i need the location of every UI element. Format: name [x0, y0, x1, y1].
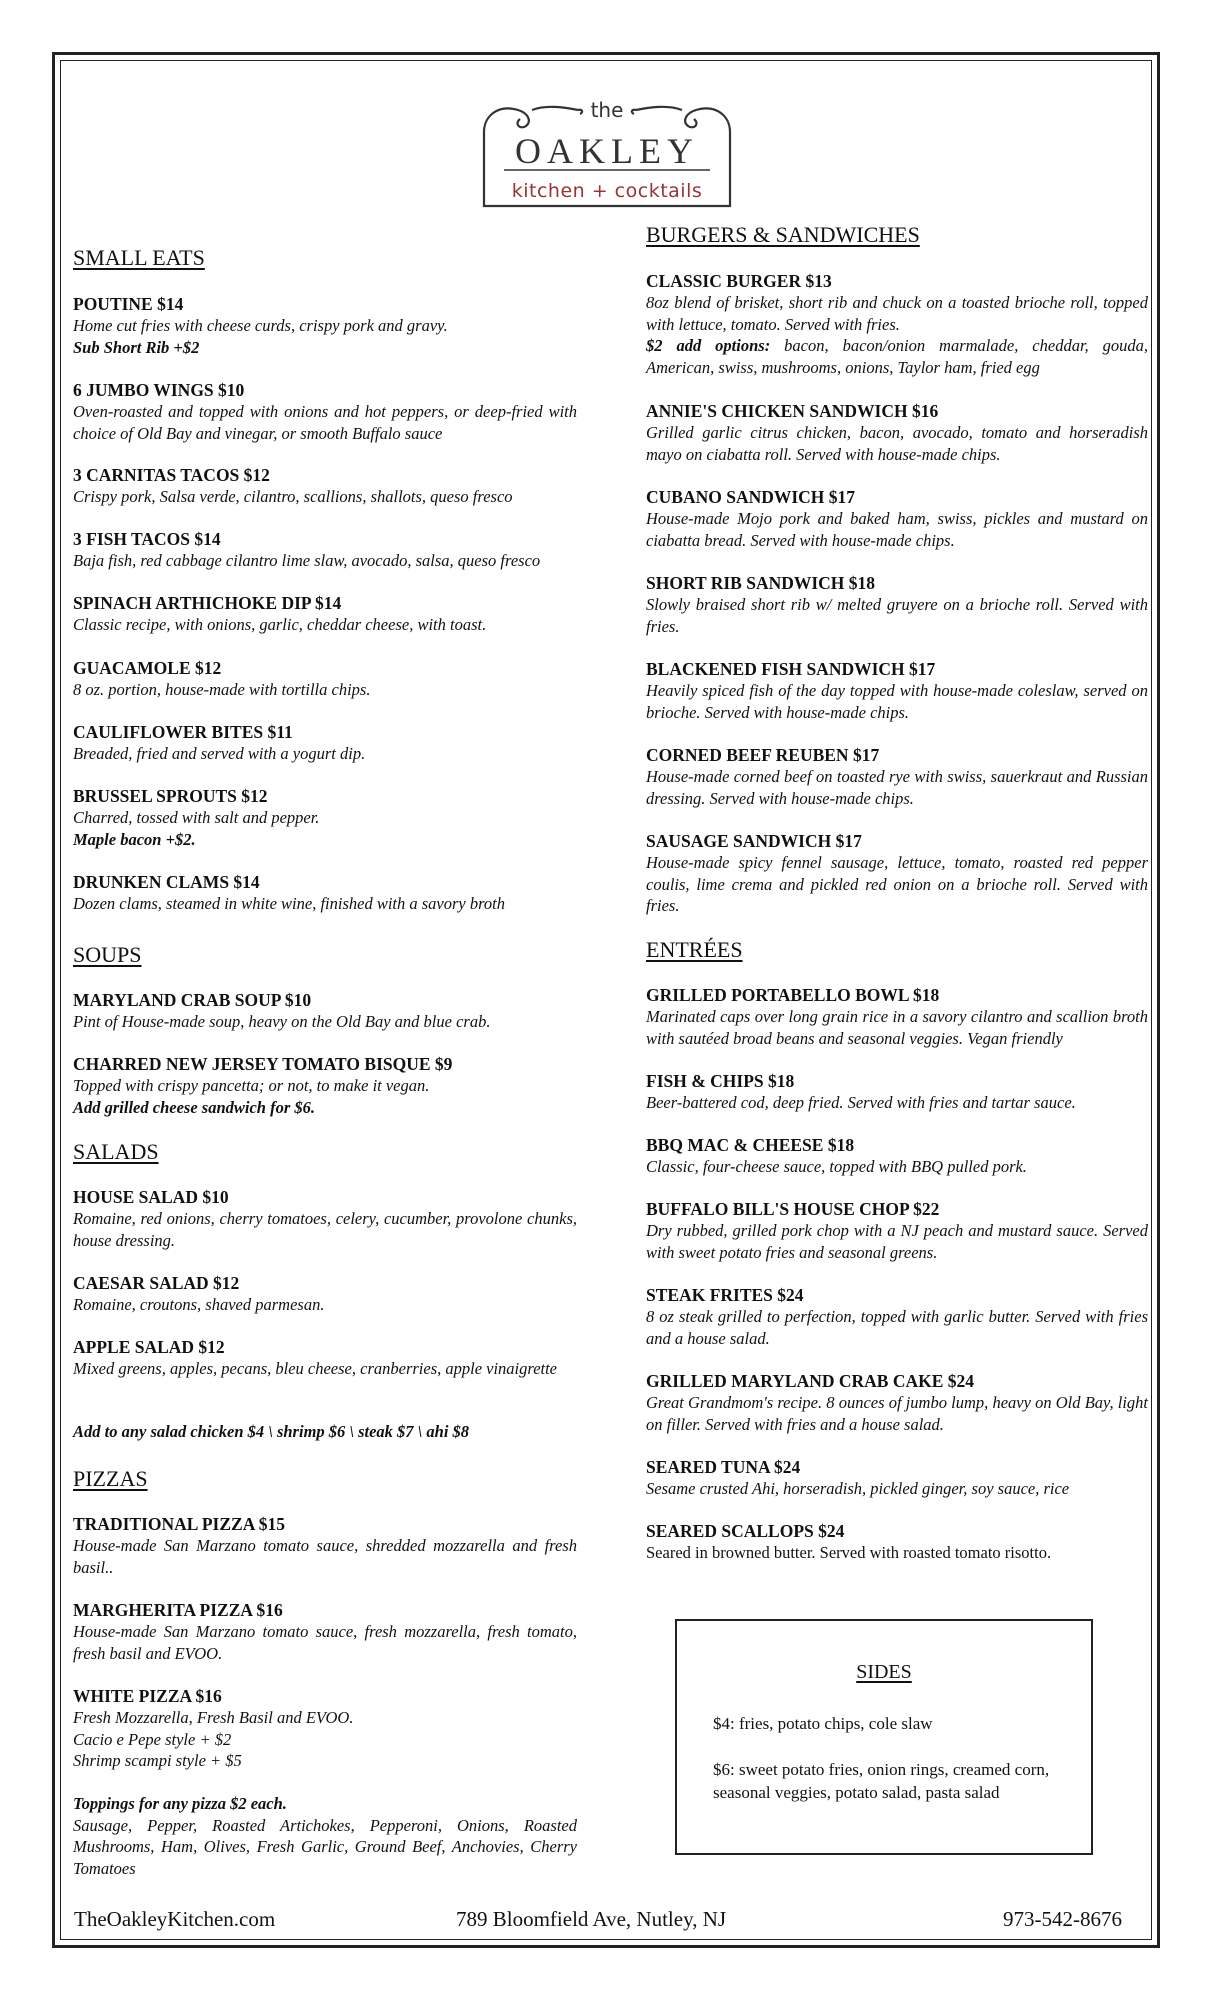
toppings-list: Sausage, Pepper, Roasted Artichokes, Pepperoni, Onions, Roasted Mushrooms, Ham, Olives, Fresh Garlic, Ground Beef, Anchovies, Cherry Tomatoes — [73, 1815, 577, 1878]
item-description: Pint of House-made soup, heavy on the Old Bay and blue crab. — [73, 1012, 491, 1031]
menu-item — [646, 1370, 1148, 1435]
item-description: Crispy pork, Salsa verde, cilantro, scallions, shallots, queso fresco — [73, 487, 513, 506]
options-list: bacon, bacon/onion marmalade, cheddar, gouda, American, swiss, mushrooms, onions, Taylor ham, fried egg — [646, 336, 1149, 377]
item-name: SEARED SCALLOPS $24 — [646, 1521, 845, 1541]
item-name: CORNED BEEF REUBEN $17 — [646, 745, 880, 765]
menu-item — [73, 1685, 577, 1772]
item-name: 3 FISH TACOS $14 — [73, 529, 221, 549]
menu-item — [73, 989, 577, 1033]
item-description: House-made San Marzano tomato sauce, shredded mozzarella and fresh basil.. — [73, 1536, 577, 1577]
menu-item — [73, 657, 577, 701]
item-name: SEARED TUNA $24 — [646, 1457, 801, 1477]
sides-line-4: $4: fries, potato chips, cole slaw — [713, 1714, 933, 1733]
item-description: House-made San Marzano tomato sauce, fresh mozzarella, fresh tomato, fresh basil and EVOO. — [73, 1622, 577, 1663]
toppings-title: Toppings for any pizza $2 each. — [73, 1794, 287, 1813]
footer-website: TheOakleyKitchen.com — [74, 1907, 276, 1931]
item-name: GUACAMOLE $12 — [73, 658, 222, 678]
menu-item — [646, 1284, 1148, 1349]
menu-item — [73, 528, 577, 572]
section-title-small-eats: SMALL EATS — [73, 245, 205, 270]
item-name: ANNIE'S CHICKEN SANDWICH $16 — [646, 401, 939, 421]
menu-item — [646, 400, 1148, 465]
menu-item — [646, 486, 1148, 551]
menu-item — [73, 293, 577, 358]
item-description: House-made Mojo pork and baked ham, swiss, pickles and mustard on ciabatta bread. Served with house-made chips. — [646, 509, 1148, 550]
item-description: Romaine, red onions, cherry tomatoes, celery, cucumber, provolone chunks, house dressing. — [73, 1209, 577, 1250]
menu-item — [73, 871, 577, 915]
sides-title: SIDES — [856, 1661, 912, 1683]
salad-addon-note: Add to any salad chicken $4 \ shrimp $6 \ steak $7 \ ahi $8 — [73, 1422, 470, 1441]
item-description: Heavily spiced fish of the day topped with house-made coleslaw, served on brioche. Served with house-made chips. — [646, 681, 1148, 722]
section-title-salads: SALADS — [73, 1139, 159, 1164]
item-description: 8 oz. portion, house-made with tortilla chips. — [73, 680, 371, 699]
item-name: BRUSSEL SPROUTS $12 — [73, 786, 268, 806]
item-name: GRILLED MARYLAND CRAB CAKE $24 — [646, 1371, 975, 1391]
item-name: SHORT RIB SANDWICH $18 — [646, 573, 876, 593]
menu-item — [73, 1186, 577, 1251]
item-description: Dozen clams, steamed in white wine, finished with a savory broth — [73, 894, 506, 913]
item-description: Sesame crusted Ahi, horseradish, pickled ginger, soy sauce, rice — [646, 1479, 1070, 1498]
item-description: Marinated caps over long grain rice in a savory cilantro and scallion broth with sautéed broad beans and seasonal veggies. Vegan friendly — [646, 1007, 1148, 1048]
item-description: Slowly braised short rib w/ melted gruyere on a brioche roll. Served with fries. — [646, 595, 1148, 636]
menu-item — [646, 658, 1148, 723]
item-description: Fresh Mozzarella, Fresh Basil and EVOO. — [73, 1708, 354, 1727]
item-name: STEAK FRITES $24 — [646, 1285, 804, 1305]
item-description: Home cut fries with cheese curds, crispy pork and gravy. — [73, 316, 448, 335]
menu-item — [646, 1070, 1148, 1114]
menu-item — [646, 830, 1148, 917]
item-name: APPLE SALAD $12 — [73, 1337, 225, 1357]
item-description: Topped with crispy pancetta; or not, to make it vegan. — [73, 1076, 430, 1095]
item-name: WHITE PIZZA $16 — [73, 1686, 222, 1706]
item-name: 6 JUMBO WINGS $10 — [73, 380, 245, 400]
menu-item — [646, 1134, 1148, 1178]
menu-item — [73, 1336, 577, 1380]
item-description: 8oz blend of brisket, short rib and chuck on a toasted brioche roll, topped with lettuce, tomato. Served with fries. — [646, 293, 1148, 334]
menu-item — [73, 464, 577, 508]
sides-box — [675, 1619, 1093, 1855]
item-option: Shrimp scampi style + $5 — [73, 1751, 242, 1770]
item-description: Oven-roasted and topped with onions and hot peppers, or deep-fried with choice of Old Bay and vinegar, or smooth Buffalo sauce — [73, 402, 577, 443]
item-description: House-made corned beef on toasted rye with swiss, sauerkraut and Russian dressing. Served with house-made chips. — [646, 767, 1148, 808]
item-description: Breaded, fried and served with a yogurt dip. — [73, 744, 366, 763]
section-title-entrees: ENTRÉES — [646, 937, 743, 962]
item-description: Seared in browned butter. Served with roasted tomato risotto. — [646, 1543, 1052, 1562]
menu-item — [73, 379, 577, 444]
item-name: CHARRED NEW JERSEY TOMATO BISQUE $9 — [73, 1054, 453, 1074]
item-name: SPINACH ARTHICHOKE DIP $14 — [73, 593, 342, 613]
item-description: Mixed greens, apples, pecans, bleu cheese, cranberries, apple vinaigrette — [73, 1359, 558, 1378]
menu-item — [73, 592, 577, 636]
menu-item — [646, 1456, 1148, 1500]
item-name: BUFFALO BILL'S HOUSE CHOP $22 — [646, 1199, 940, 1219]
footer-address: 789 Bloomfield Ave, Nutley, NJ — [456, 1907, 727, 1931]
item-name: CUBANO SANDWICH $17 — [646, 487, 856, 507]
menu-item — [73, 721, 577, 765]
item-option: Cacio e Pepe style + $2 — [73, 1729, 232, 1749]
item-addon: Add grilled cheese sandwich for $6. — [73, 1097, 315, 1117]
item-name: MARYLAND CRAB SOUP $10 — [73, 990, 312, 1010]
item-name: MARGHERITA PIZZA $16 — [73, 1600, 283, 1620]
menu-item — [73, 1513, 577, 1578]
item-name: TRADITIONAL PIZZA $15 — [73, 1514, 285, 1534]
item-description: 8 oz steak grilled to perfection, topped with garlic butter. Served with fries and a house salad. — [646, 1307, 1148, 1348]
item-name: DRUNKEN CLAMS $14 — [73, 872, 260, 892]
item-name: CAESAR SALAD $12 — [73, 1273, 240, 1293]
menu-item — [73, 1599, 577, 1664]
item-name: GRILLED PORTABELLO BOWL $18 — [646, 985, 940, 1005]
logo-tagline: kitchen + cocktails — [511, 180, 703, 202]
item-name: POUTINE $14 — [73, 294, 184, 314]
options-label: $2 add options: — [646, 336, 771, 355]
item-description: Classic, four-cheese sauce, topped with BBQ pulled pork. — [646, 1157, 1027, 1176]
pizza-toppings — [73, 1793, 577, 1879]
menu-item — [646, 744, 1148, 809]
section-title-soups: SOUPS — [73, 942, 142, 967]
menu-item — [646, 572, 1148, 637]
item-name: FISH & CHIPS $18 — [646, 1071, 795, 1091]
menu-item — [73, 1272, 577, 1316]
item-name: HOUSE SALAD $10 — [73, 1187, 229, 1207]
sides-line-6: $6: sweet potato fries, onion rings, creamed corn, seasonal veggies, potato salad, pasta salad — [713, 1760, 1050, 1802]
item-description: Dry rubbed, grilled pork chop with a NJ peach and mustard sauce. Served with sweet potato fries and seasonal greens. — [646, 1221, 1148, 1262]
menu-item — [646, 1520, 1148, 1564]
item-description: Beer-battered cod, deep fried. Served with fries and tartar sauce. — [646, 1093, 1076, 1112]
item-description: Great Grandmom's recipe. 8 ounces of jumbo lump, heavy on Old Bay, light on filler. Served with fries and a house salad. — [646, 1393, 1148, 1434]
item-name: 3 CARNITAS TACOS $12 — [73, 465, 270, 485]
item-description: Charred, tossed with salt and pepper. — [73, 808, 320, 827]
restaurant-logo — [478, 88, 736, 212]
item-description: Grilled garlic citrus chicken, bacon, avocado, tomato and horseradish mayo on ciabatta roll. Served with house-made chips. — [646, 423, 1148, 464]
footer-phone: 973-542-8676 — [1003, 1907, 1122, 1931]
menu-item — [646, 1198, 1148, 1263]
menu-item — [73, 1053, 577, 1118]
item-name: BBQ MAC & CHEESE $18 — [646, 1135, 855, 1155]
item-description: House-made spicy fennel sausage, lettuce, tomato, roasted red pepper coulis, lime crema and pickled red onion on a brioche roll. Served with fries. — [646, 853, 1148, 915]
item-name: SAUSAGE SANDWICH $17 — [646, 831, 862, 851]
item-description: Romaine, croutons, shaved parmesan. — [73, 1295, 325, 1314]
item-description: Baja fish, red cabbage cilantro lime slaw, avocado, salsa, queso fresco — [73, 551, 541, 570]
section-title-pizzas: PIZZAS — [73, 1466, 148, 1491]
item-name: BLACKENED FISH SANDWICH $17 — [646, 659, 936, 679]
item-description: Classic recipe, with onions, garlic, cheddar cheese, with toast. — [73, 615, 487, 634]
logo-name-text: OAKLEY — [515, 131, 699, 171]
item-name: CAULIFLOWER BITES $11 — [73, 722, 293, 742]
item-addon: Maple bacon +$2. — [73, 829, 196, 849]
item-name: CLASSIC BURGER $13 — [646, 271, 832, 291]
menu-item — [73, 785, 577, 850]
menu-item — [646, 270, 1148, 378]
menu-item — [646, 984, 1148, 1049]
section-title-burgers-sandwiches: BURGERS & SANDWICHES — [646, 222, 920, 247]
logo-the-text: the — [590, 98, 624, 122]
item-addon: Sub Short Rib +$2 — [73, 337, 200, 357]
item-options — [646, 335, 1148, 378]
